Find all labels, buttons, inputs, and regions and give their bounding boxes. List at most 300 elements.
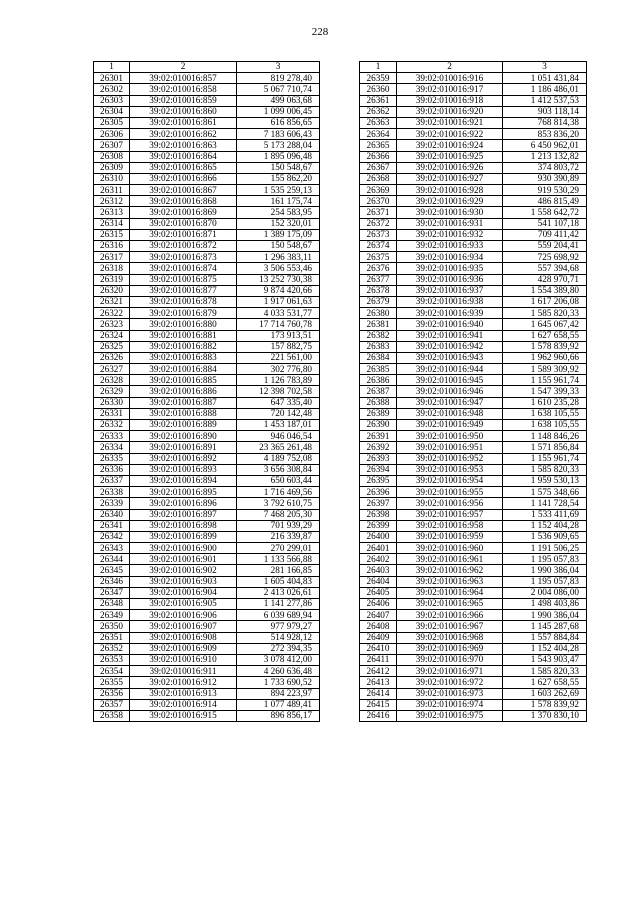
table-row	[360, 285, 587, 296]
cadastral-value: 6 039 689,94	[237, 610, 320, 621]
table-row	[94, 151, 320, 162]
header-col-2: 2	[130, 62, 237, 73]
table-row	[360, 117, 587, 128]
cadastral-number: 39:02:010016:970	[397, 654, 503, 665]
cadastral-number: 39:02:010016:882	[130, 341, 237, 352]
row-number: 26341	[94, 520, 130, 531]
cadastral-number: 39:02:010016:951	[397, 442, 503, 453]
table-row	[360, 531, 587, 542]
cadastral-number: 39:02:010016:944	[397, 364, 503, 375]
cadastral-number: 39:02:010016:908	[130, 632, 237, 643]
cadastral-number: 39:02:010016:903	[130, 576, 237, 587]
cadastral-value: 1 627 658,55	[503, 677, 587, 688]
row-number: 26386	[360, 375, 397, 386]
cadastral-value: 720 142,48	[237, 408, 320, 419]
page-number: 228	[311, 26, 329, 38]
cadastral-value: 1 638 105,55	[503, 408, 587, 419]
table-row	[360, 576, 587, 587]
cadastral-value: 1 533 411,69	[503, 509, 587, 520]
row-number: 26332	[94, 420, 130, 431]
cadastral-number: 39:02:010016:900	[130, 543, 237, 554]
cadastral-value: 1 917 061,63	[237, 296, 320, 307]
header-col-2: 2	[397, 62, 503, 73]
header-col-1: 1	[94, 62, 130, 73]
table-row	[360, 330, 587, 341]
cadastral-number: 39:02:010016:871	[130, 229, 237, 240]
cadastral-value: 853 836,20	[503, 129, 587, 140]
table-row	[360, 453, 587, 464]
row-number: 26398	[360, 509, 397, 520]
row-number: 26397	[360, 498, 397, 509]
cadastral-value: 1 186 486,01	[503, 84, 587, 95]
cadastral-value: 1 141 277,86	[237, 599, 320, 610]
cadastral-value: 1 585 820,33	[503, 308, 587, 319]
cadastral-number: 39:02:010016:939	[397, 308, 503, 319]
row-number: 26378	[360, 285, 397, 296]
cadastral-value: 13 252 730,38	[237, 274, 320, 285]
table-row	[360, 554, 587, 565]
cadastral-value: 1 605 404,83	[237, 576, 320, 587]
row-number: 26415	[360, 699, 397, 710]
table-row	[94, 285, 320, 296]
table-row	[94, 140, 320, 151]
cadastral-value: 1 575 348,66	[503, 487, 587, 498]
row-number: 26366	[360, 151, 397, 162]
row-number: 26340	[94, 509, 130, 520]
table-row	[360, 464, 587, 475]
table-row	[94, 352, 320, 363]
row-number: 26403	[360, 565, 397, 576]
cadastral-number: 39:02:010016:960	[397, 543, 503, 554]
row-number: 26381	[360, 319, 397, 330]
table-row	[360, 95, 587, 106]
table-row	[360, 710, 587, 721]
table-row	[360, 296, 587, 307]
cadastral-number: 39:02:010016:952	[397, 453, 503, 464]
row-number: 26391	[360, 431, 397, 442]
cadastral-number: 39:02:010016:891	[130, 442, 237, 453]
cadastral-number: 39:02:010016:895	[130, 487, 237, 498]
cadastral-number: 39:02:010016:898	[130, 520, 237, 531]
cadastral-number: 39:02:010016:973	[397, 688, 503, 699]
cadastral-number: 39:02:010016:879	[130, 308, 237, 319]
cadastral-value: 1 213 132,82	[503, 151, 587, 162]
cadastral-number: 39:02:010016:912	[130, 677, 237, 688]
table-row	[360, 643, 587, 654]
cadastral-value: 1 603 262,69	[503, 688, 587, 699]
row-number: 26334	[94, 442, 130, 453]
row-number: 26395	[360, 475, 397, 486]
cadastral-number: 39:02:010016:857	[130, 73, 237, 84]
cadastral-value: 221 561,00	[237, 352, 320, 363]
cadastral-value: 216 339,87	[237, 531, 320, 542]
cadastral-number: 39:02:010016:938	[397, 296, 503, 307]
row-number: 26400	[360, 531, 397, 542]
table-row	[94, 106, 320, 117]
cadastral-number: 39:02:010016:901	[130, 554, 237, 565]
table-row	[360, 509, 587, 520]
row-number: 26351	[94, 632, 130, 643]
row-number: 26399	[360, 520, 397, 531]
table-row	[360, 151, 587, 162]
cadastral-number: 39:02:010016:945	[397, 375, 503, 386]
row-number: 26393	[360, 453, 397, 464]
cadastral-number: 39:02:010016:967	[397, 621, 503, 632]
table-row	[360, 420, 587, 431]
row-number: 26349	[94, 610, 130, 621]
table-row	[94, 117, 320, 128]
row-number: 26405	[360, 587, 397, 598]
row-number: 26323	[94, 319, 130, 330]
table-row	[94, 621, 320, 632]
cadastral-number: 39:02:010016:957	[397, 509, 503, 520]
table-row	[94, 95, 320, 106]
row-number: 26308	[94, 151, 130, 162]
table-row	[94, 531, 320, 542]
cadastral-number: 39:02:010016:965	[397, 599, 503, 610]
cadastral-number: 39:02:010016:929	[397, 196, 503, 207]
table-row	[94, 464, 320, 475]
table-row	[94, 498, 320, 509]
cadastral-value: 1 578 839,92	[503, 699, 587, 710]
row-number: 26310	[94, 173, 130, 184]
table-row	[360, 73, 587, 84]
row-number: 26325	[94, 341, 130, 352]
row-number: 26320	[94, 285, 130, 296]
cadastral-number: 39:02:010016:916	[397, 73, 503, 84]
table-row	[94, 599, 320, 610]
row-number: 26343	[94, 543, 130, 554]
row-number: 26412	[360, 666, 397, 677]
cadastral-number: 39:02:010016:920	[397, 106, 503, 117]
row-number: 26396	[360, 487, 397, 498]
cadastral-value: 5 067 710,74	[237, 84, 320, 95]
cadastral-value: 701 939,29	[237, 520, 320, 531]
table-row	[360, 341, 587, 352]
table-row	[94, 263, 320, 274]
row-number: 26389	[360, 408, 397, 419]
cadastral-value: 5 173 288,04	[237, 140, 320, 151]
cadastral-number: 39:02:010016:928	[397, 185, 503, 196]
cadastral-value: 150 548,67	[237, 162, 320, 173]
table-row	[94, 554, 320, 565]
cadastral-number: 39:02:010016:914	[130, 699, 237, 710]
cadastral-number: 39:02:010016:937	[397, 285, 503, 296]
table-row	[360, 397, 587, 408]
row-number: 26324	[94, 330, 130, 341]
cadastral-value: 1 571 856,84	[503, 442, 587, 453]
cadastral-value: 946 046,54	[237, 431, 320, 442]
cadastral-number: 39:02:010016:889	[130, 420, 237, 431]
cadastral-value: 903 118,14	[503, 106, 587, 117]
table-row	[360, 207, 587, 218]
table-row	[94, 229, 320, 240]
cadastral-value: 819 278,40	[237, 73, 320, 84]
cadastral-number: 39:02:010016:964	[397, 587, 503, 598]
table-row	[94, 129, 320, 140]
cadastral-number: 39:02:010016:968	[397, 632, 503, 643]
cadastral-value: 1 191 506,25	[503, 543, 587, 554]
table-row	[94, 420, 320, 431]
table-row	[94, 453, 320, 464]
cadastral-value: 616 856,65	[237, 117, 320, 128]
row-number: 26336	[94, 464, 130, 475]
cadastral-value: 650 603,44	[237, 475, 320, 486]
cadastral-number: 39:02:010016:886	[130, 386, 237, 397]
cadastral-number: 39:02:010016:897	[130, 509, 237, 520]
table-row	[94, 487, 320, 498]
table-row	[94, 654, 320, 665]
cadastral-number: 39:02:010016:867	[130, 185, 237, 196]
cadastral-value: 152 320,01	[237, 218, 320, 229]
row-number: 26404	[360, 576, 397, 587]
cadastral-number: 39:02:010016:863	[130, 140, 237, 151]
row-number: 26302	[94, 84, 130, 95]
cadastral-value: 1 453 187,01	[237, 420, 320, 431]
table-row	[360, 688, 587, 699]
row-number: 26344	[94, 554, 130, 565]
cadastral-value: 1 557 884,84	[503, 632, 587, 643]
table-row	[94, 408, 320, 419]
row-number: 26327	[94, 364, 130, 375]
table-row	[94, 162, 320, 173]
cadastral-number: 39:02:010016:947	[397, 397, 503, 408]
cadastral-number: 39:02:010016:870	[130, 218, 237, 229]
row-number: 26348	[94, 599, 130, 610]
row-number: 26347	[94, 587, 130, 598]
row-number: 26390	[360, 420, 397, 431]
table-row	[94, 241, 320, 252]
table-row	[94, 207, 320, 218]
cadastral-value: 1 152 404,28	[503, 520, 587, 531]
cadastral-number: 39:02:010016:864	[130, 151, 237, 162]
cadastral-number: 39:02:010016:974	[397, 699, 503, 710]
row-number: 26410	[360, 643, 397, 654]
cadastral-number: 39:02:010016:859	[130, 95, 237, 106]
cadastral-value: 1 990 386,04	[503, 610, 587, 621]
row-number: 26309	[94, 162, 130, 173]
cadastral-value: 1 558 642,72	[503, 207, 587, 218]
cadastral-number: 39:02:010016:880	[130, 319, 237, 330]
table-header-row	[94, 62, 320, 73]
row-number: 26317	[94, 252, 130, 263]
cadastral-number: 39:02:010016:899	[130, 531, 237, 542]
cadastral-value: 647 335,40	[237, 397, 320, 408]
row-number: 26414	[360, 688, 397, 699]
table-row	[94, 173, 320, 184]
cadastral-number: 39:02:010016:877	[130, 285, 237, 296]
cadastral-value: 1 155 961,74	[503, 453, 587, 464]
cadastral-number: 39:02:010016:950	[397, 431, 503, 442]
cadastral-table-right	[359, 61, 587, 722]
cadastral-value: 1 645 067,42	[503, 319, 587, 330]
cadastral-value: 374 803,72	[503, 162, 587, 173]
header-col-3: 3	[237, 62, 320, 73]
cadastral-value: 1 155 961,74	[503, 375, 587, 386]
row-number: 26413	[360, 677, 397, 688]
cadastral-number: 39:02:010016:946	[397, 386, 503, 397]
cadastral-table-left	[93, 61, 320, 722]
row-number: 26307	[94, 140, 130, 151]
table-row	[360, 654, 587, 665]
cadastral-value: 1 195 057,83	[503, 554, 587, 565]
row-number: 26337	[94, 475, 130, 486]
table-row	[360, 408, 587, 419]
cadastral-number: 39:02:010016:969	[397, 643, 503, 654]
row-number: 26354	[94, 666, 130, 677]
table-row	[94, 509, 320, 520]
cadastral-value: 1 610 235,28	[503, 397, 587, 408]
cadastral-value: 1 547 399,33	[503, 386, 587, 397]
cadastral-number: 39:02:010016:873	[130, 252, 237, 263]
cadastral-value: 2 413 026,61	[237, 587, 320, 598]
cadastral-number: 39:02:010016:925	[397, 151, 503, 162]
cadastral-number: 39:02:010016:878	[130, 296, 237, 307]
cadastral-number: 39:02:010016:954	[397, 475, 503, 486]
cadastral-value: 709 411,42	[503, 229, 587, 240]
row-number: 26371	[360, 207, 397, 218]
cadastral-value: 1 617 206,08	[503, 296, 587, 307]
row-number: 26377	[360, 274, 397, 285]
table-row	[360, 475, 587, 486]
cadastral-number: 39:02:010016:961	[397, 554, 503, 565]
cadastral-value: 3 506 553,46	[237, 263, 320, 274]
table-row	[94, 218, 320, 229]
cadastral-value: 557 394,68	[503, 263, 587, 274]
table-row	[360, 319, 587, 330]
table-row	[360, 218, 587, 229]
table-row	[94, 341, 320, 352]
row-number: 26346	[94, 576, 130, 587]
table-row	[360, 229, 587, 240]
cadastral-number: 39:02:010016:943	[397, 352, 503, 363]
cadastral-number: 39:02:010016:922	[397, 129, 503, 140]
table-row	[94, 699, 320, 710]
cadastral-value: 2 004 086,00	[503, 587, 587, 598]
row-number: 26315	[94, 229, 130, 240]
cadastral-number: 39:02:010016:869	[130, 207, 237, 218]
cadastral-value: 1 962 960,66	[503, 352, 587, 363]
cadastral-value: 428 970,71	[503, 274, 587, 285]
table-row	[360, 487, 587, 498]
row-number: 26301	[94, 73, 130, 84]
cadastral-number: 39:02:010016:907	[130, 621, 237, 632]
cadastral-value: 1 148 846,26	[503, 431, 587, 442]
row-number: 26358	[94, 710, 130, 721]
cadastral-number: 39:02:010016:953	[397, 464, 503, 475]
cadastral-value: 1 578 839,92	[503, 341, 587, 352]
row-number: 26304	[94, 106, 130, 117]
table-row	[360, 364, 587, 375]
cadastral-value: 896 856,17	[237, 710, 320, 721]
row-number: 26388	[360, 397, 397, 408]
cadastral-number: 39:02:010016:913	[130, 688, 237, 699]
cadastral-value: 270 299,01	[237, 543, 320, 554]
cadastral-value: 1 733 690,52	[237, 677, 320, 688]
row-number: 26372	[360, 218, 397, 229]
cadastral-number: 39:02:010016:888	[130, 408, 237, 419]
table-row	[94, 576, 320, 587]
row-number: 26369	[360, 185, 397, 196]
cadastral-value: 7 468 205,30	[237, 509, 320, 520]
row-number: 26387	[360, 386, 397, 397]
table-row	[94, 296, 320, 307]
row-number: 26402	[360, 554, 397, 565]
row-number: 26373	[360, 229, 397, 240]
table-row	[360, 162, 587, 173]
table-row	[360, 610, 587, 621]
cadastral-number: 39:02:010016:942	[397, 341, 503, 352]
cadastral-value: 919 530,29	[503, 185, 587, 196]
cadastral-value: 6 450 962,01	[503, 140, 587, 151]
cadastral-value: 1 554 389,80	[503, 285, 587, 296]
table-row	[360, 84, 587, 95]
cadastral-number: 39:02:010016:930	[397, 207, 503, 218]
cadastral-value: 9 874 420,66	[237, 285, 320, 296]
table-row	[94, 364, 320, 375]
cadastral-number: 39:02:010016:932	[397, 229, 503, 240]
cadastral-value: 1 716 469,56	[237, 487, 320, 498]
table-row	[360, 543, 587, 554]
table-row	[360, 666, 587, 677]
cadastral-number: 39:02:010016:893	[130, 464, 237, 475]
cadastral-value: 1 585 820,33	[503, 666, 587, 677]
row-number: 26379	[360, 296, 397, 307]
cadastral-number: 39:02:010016:940	[397, 319, 503, 330]
cadastral-value: 1 543 903,47	[503, 654, 587, 665]
row-number: 26312	[94, 196, 130, 207]
table-row	[94, 196, 320, 207]
table-row	[94, 375, 320, 386]
row-number: 26385	[360, 364, 397, 375]
row-number: 26394	[360, 464, 397, 475]
table-row	[360, 274, 587, 285]
cadastral-value: 17 714 760,78	[237, 319, 320, 330]
table-row	[94, 431, 320, 442]
cadastral-number: 39:02:010016:910	[130, 654, 237, 665]
table-row	[360, 352, 587, 363]
table-row	[94, 475, 320, 486]
table-row	[360, 520, 587, 531]
cadastral-value: 1 638 105,55	[503, 420, 587, 431]
row-number: 26330	[94, 397, 130, 408]
table-row	[360, 565, 587, 576]
row-number: 26305	[94, 117, 130, 128]
cadastral-number: 39:02:010016:949	[397, 420, 503, 431]
table-row	[94, 397, 320, 408]
row-number: 26352	[94, 643, 130, 654]
table-row	[94, 677, 320, 688]
table-row	[360, 386, 587, 397]
cadastral-value: 157 882,75	[237, 341, 320, 352]
header-col-3: 3	[503, 62, 587, 73]
row-number: 26365	[360, 140, 397, 151]
row-number: 26342	[94, 531, 130, 542]
table-row	[94, 587, 320, 598]
cadastral-value: 486 815,49	[503, 196, 587, 207]
table-row	[94, 319, 320, 330]
row-number: 26333	[94, 431, 130, 442]
cadastral-value: 725 698,92	[503, 252, 587, 263]
cadastral-value: 1 077 489,41	[237, 699, 320, 710]
table-row	[94, 308, 320, 319]
row-number: 26339	[94, 498, 130, 509]
row-number: 26376	[360, 263, 397, 274]
cadastral-number: 39:02:010016:941	[397, 330, 503, 341]
row-number: 26306	[94, 129, 130, 140]
cadastral-value: 1 535 259,13	[237, 185, 320, 196]
cadastral-number: 39:02:010016:885	[130, 375, 237, 386]
